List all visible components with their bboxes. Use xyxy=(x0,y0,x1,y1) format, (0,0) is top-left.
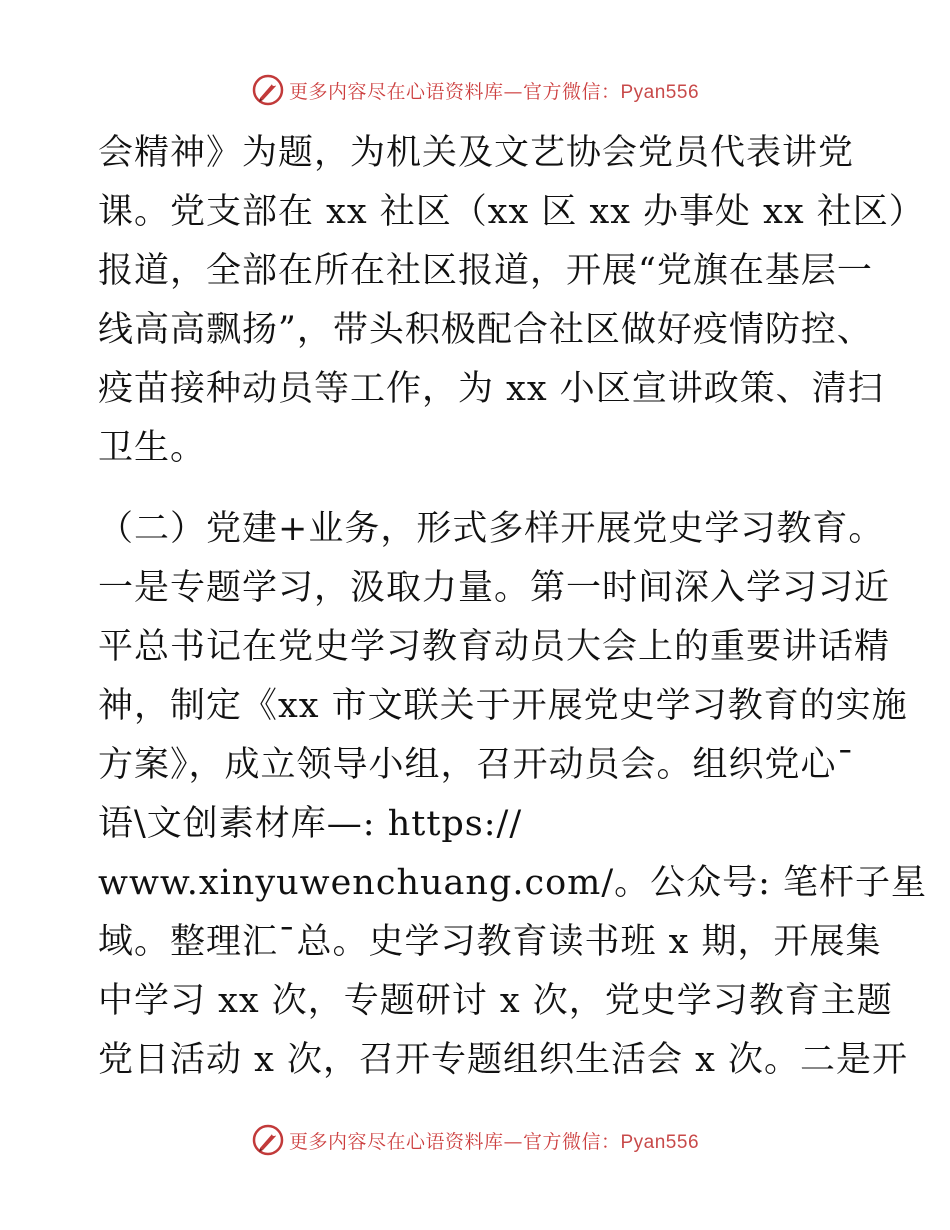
section-heading: （二）党建+业务，形式多样开展党史学习教育。 xyxy=(98,509,885,549)
footer-banner-text xyxy=(289,1127,699,1154)
footer-banner xyxy=(0,1120,950,1160)
text-line: 卫生。 xyxy=(98,428,207,468)
footer-account: Pyan556 xyxy=(620,1131,700,1153)
header-brand-text: 更多内容尽在心语资料库 xyxy=(288,80,504,103)
text-line: 神，制定《xx 市文联关于开展党史学习教育的实施 xyxy=(98,686,908,726)
header-separator: — xyxy=(503,80,523,103)
text-line: 中学习 xx 次，专题研讨 x 次，党史学习教育主题 xyxy=(98,981,893,1021)
text-line: 报道，全部在所在社区报道，开展“党旗在基层一 xyxy=(98,251,873,291)
text-line: 平总书记在党史学习教育动员大会上的重要讲话精 xyxy=(98,627,891,667)
text-line: 一是专题学习，汲取力量。第一时间深入学习习近 xyxy=(98,568,891,608)
footer-separator: — xyxy=(503,1130,523,1153)
header-contact-text: 官方微信： xyxy=(522,80,621,103)
text-line: 线高高飘扬”，带头积极配合社区做好疫情防控、 xyxy=(98,310,873,350)
text-line: 课。党支部在 xx 社区（xx 区 xx 办事处 xx 社区） xyxy=(98,192,925,232)
url-line: www.xinyuwenchuang.com/。公众号: 笔杆子星 xyxy=(98,863,928,903)
paragraph-spacer xyxy=(98,478,878,500)
text-line: 方案》，成立领导小组，召开动员会。组织党心¯ xyxy=(98,745,856,785)
header-banner xyxy=(0,70,950,110)
header-account: Pyan556 xyxy=(620,81,700,103)
pen-logo-icon xyxy=(251,1123,285,1157)
text-line: 域。整理汇¯总。史学习教育读书班 x 期，开展集 xyxy=(98,922,882,962)
text-line: 党日活动 x 次，召开专题组织生活会 x 次。二是开 xyxy=(98,1040,908,1080)
text-line: 会精神》为题，为机关及文艺协会党员代表讲党 xyxy=(98,133,855,173)
paragraph-2 xyxy=(98,500,928,1090)
paragraph-1 xyxy=(98,124,925,478)
header-banner-text xyxy=(289,77,699,104)
footer-brand-text: 更多内容尽在心语资料库 xyxy=(288,1130,504,1153)
pen-logo-icon xyxy=(251,73,285,107)
text-line: 语\文创素材库—: https:// xyxy=(98,804,523,844)
text-line: 疫苗接种动员等工作，为 xx 小区宣讲政策、清扫 xyxy=(98,369,884,409)
footer-contact-text: 官方微信： xyxy=(522,1130,621,1153)
document-body xyxy=(98,124,928,1090)
